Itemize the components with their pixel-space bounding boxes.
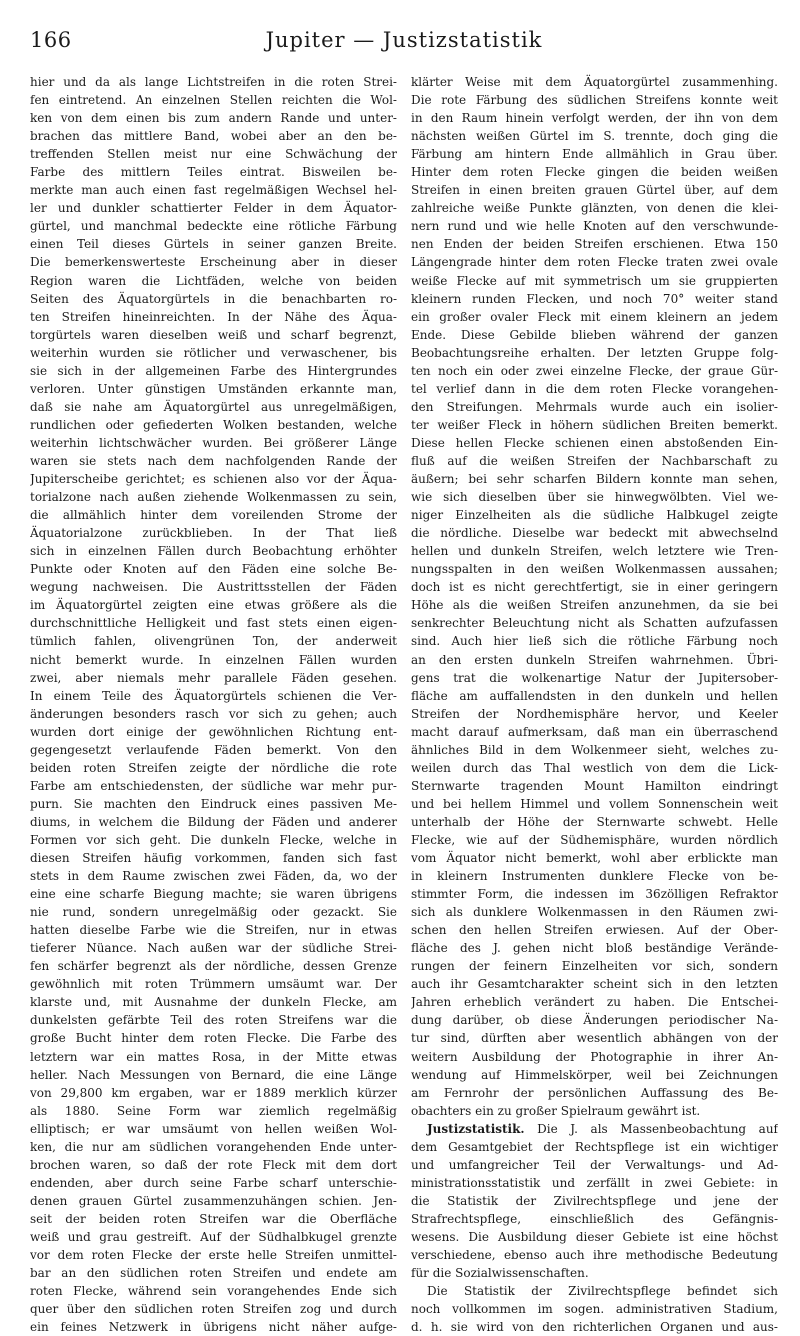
text-line: nen Enden der beiden Streifen erschienen. Etwa 150 xyxy=(411,237,778,252)
text-line: durchschnittliche Helligkeit und fast stets einen eigen- xyxy=(30,616,397,631)
text-line: nern rund und wie helle Knoten auf den verschwunde- xyxy=(411,219,778,234)
text-line: in kleinern Instrumenten dunklere Flecke von be- xyxy=(411,869,778,884)
text-line: nicht bemerkt wurde. In einzelnen Fällen wurden xyxy=(30,652,397,667)
text-line: hatten dieselbe Farbe wie die Streifen, nur in etwas xyxy=(30,923,397,938)
text-line: zahlreiche weiße Punkte glänzten, von denen die klei- xyxy=(411,201,778,216)
text-line: Farbe am entschiedensten, der südliche war mehr pur- xyxy=(30,778,397,793)
text-line: weiß und grau gestreift. Auf der Südhalbkugel grenzte xyxy=(30,1230,397,1244)
text-line: weilen durch das Thal westlich von dem die Lick- xyxy=(411,760,778,775)
text-line: Seiten des Äquatorgürtels in die benachbarten ro- xyxy=(30,291,397,306)
text-line: In einem Teile des Äquatorgürtels schienen die Ver- xyxy=(30,688,397,703)
text-line: tieferer Nüance. Nach außen war der südliche Strei- xyxy=(30,941,397,956)
text-line: macht darauf aufmerksam, daß man ein überraschend xyxy=(411,724,778,739)
text-line: Strafrechtspflege, einschließlich des Gefängnis- xyxy=(411,1211,778,1226)
text-line: äußern; bei sehr scharfen Bildern konnte man sehen, xyxy=(411,472,778,487)
text-line: die allmählich hinter dem voreilenden Strome der xyxy=(30,508,397,523)
text-line: vom Äquator nicht bemerkt, wohl aber erblickte man xyxy=(411,851,778,866)
text-line: schen den hellen Streifen erwiesen. Auf der Ober- xyxy=(411,923,778,938)
text-line: ein feines Netzwerk in übrigens nicht näher aufge- xyxy=(30,1320,397,1335)
text-line: dung darüber, ob diese Änderungen periodischer Na- xyxy=(411,1013,778,1028)
text-line: hier und da als lange Lichtstreifen in die roten Strei- xyxy=(30,75,397,89)
text-line: bar an den südlichen roten Streifen und endete am xyxy=(30,1266,397,1281)
text-line: sich in einzelnen Fällen durch Beobachtung erhöhter xyxy=(30,544,397,559)
text-line: sind. Auch hier ließ sich die rötliche Färbung noch xyxy=(411,634,778,649)
left-column xyxy=(30,73,397,1336)
text-line: Diese hellen Flecke schienen einen abstoßenden Ein- xyxy=(411,435,778,450)
text-line: hellen und dunkeln Streifen, welch letztere wie Tren- xyxy=(411,544,778,559)
text-line: Jupiterscheibe gerichtet; es schienen also vor der Äqua- xyxy=(30,472,397,487)
text-line: niger Einzelheiten als die südliche Halbkugel zeigte xyxy=(411,508,778,523)
text-line: die Statistik der Zivilrechtspflege und jene der xyxy=(411,1193,778,1208)
text-line: rundlichen oder gefiederten Wolken bestanden, welche xyxy=(30,417,397,432)
text-line: änderungen besonders rasch vor sich zu gehen; auch xyxy=(30,706,397,721)
text-line: im Äquatorgürtel zeigten eine etwas größere als die xyxy=(30,598,397,613)
text-line: Flecke, wie auf der Südhemisphäre, wurden nördlich xyxy=(411,832,778,847)
text-line: eine eine scharfe Biegung machte; sie waren übrigens xyxy=(30,887,397,902)
text-line: und umfangreicher Teil der Verwaltungs- und Ad- xyxy=(411,1157,778,1172)
text-line: ler und dunkler schattierter Felder in dem Äquator- xyxy=(30,201,397,216)
text-line: fläche des J. gehen nicht bloß beständige Verände- xyxy=(411,941,778,956)
text-line: klarste und, mit Ausnahme der dunkeln Flecke, am xyxy=(30,995,397,1010)
article-first-line: Die J. als Massenbeobachtung auf xyxy=(524,1121,778,1136)
text-line: stets in dem Raume zwischen zwei Fäden, da, wo der xyxy=(30,869,397,884)
text-line: dem Gesamtgebiet der Rechtspflege ist ein wichtiger xyxy=(411,1139,778,1154)
text-line: Färbung am hintern Ende allmählich in Grau über. xyxy=(411,147,778,162)
text-line: Streifen der Nordhemisphäre hervor, und Keeler xyxy=(411,706,778,721)
text-line: nungsspalten in den weißen Wolkenmassen aussahen; xyxy=(411,562,778,577)
text-line: roten Flecke, während sein vorangehendes Ende sich xyxy=(30,1284,397,1299)
text-line: Höhe als die weißen Streifen anzunehmen, da sie bei xyxy=(411,598,778,613)
text-line: weiterhin wurden sie rötlicher und verwaschener, bis xyxy=(30,345,397,360)
text-line: diums, in welchem die Bildung der Fäden und anderer xyxy=(30,814,397,829)
text-line: klärter Weise mit dem Äquatorgürtel zusammenhing. xyxy=(411,75,778,89)
text-line: daß sie nahe am Äquatorgürtel aus unregelmäßigen, xyxy=(30,399,397,414)
text-line: endenden, aber durch seine Farbe scharf unterschie- xyxy=(30,1175,397,1190)
text-line: auch ihr Gesamtcharakter scheint sich in den letzten xyxy=(411,977,778,992)
text-line: heller. Nach Messungen von Bernard, die eine Länge xyxy=(30,1067,397,1082)
page-number: 166 xyxy=(30,28,72,52)
text-line: Ende. Diese Gebilde blieben während der ganzen xyxy=(411,327,778,342)
text-line: fläche am auffallendsten in den dunkeln und hellen xyxy=(411,688,778,703)
text-line: Sternwarte tragenden Mount Hamilton eindringt xyxy=(411,778,778,793)
running-head: Jupiter — Justizstatistik xyxy=(265,28,543,52)
text-line: wegung nachweisen. Die Austrittsstellen der Fäden xyxy=(30,580,397,595)
text-line: Die Statistik der Zivilrechtspflege befindet sich xyxy=(427,1284,778,1299)
text-line: dunkelsten gefärbte Teil des roten Streifens war die xyxy=(30,1013,397,1028)
text-line: obachters ein zu großer Spielraum gewährt ist. xyxy=(411,1103,701,1118)
text-line: ken, die nur am südlichen vorangehenden Ende unter- xyxy=(30,1139,397,1154)
text-line: weiße Flecke auf mit symmetrisch um sie gruppierten xyxy=(411,273,778,288)
text-line: tümlich fahlen, olivengrünen Ton, der anderweit xyxy=(30,634,397,649)
text-line: rungen der feinern Einzelheiten vor sich, sondern xyxy=(411,959,778,974)
text-line: zwei, aber niemals mehr parallele Fäden gesehen. xyxy=(30,670,397,685)
text-line: gürtel, und manchmal bedeckte eine rötliche Färbung xyxy=(30,219,397,234)
text-line: für die Sozialwissenschaften. xyxy=(411,1266,589,1281)
text-line: sich als dunklere Wolkenmassen in den Räumen zwi- xyxy=(411,905,778,920)
text-line: Die bemerkenswerteste Erscheinung aber in dieser xyxy=(30,255,397,270)
text-line: große Bucht hinter dem roten Flecke. Die Farbe des xyxy=(30,1031,397,1046)
text-line: nie rund, sondern unregelmäßig oder gezackt. Sie xyxy=(30,905,397,920)
text-line: treffenden Stellen meist nur eine Schwächung der xyxy=(30,147,397,162)
text-line: noch vollkommen im sogen. administrativen Stadium, xyxy=(411,1302,778,1317)
text-line: an den ersten dunkeln Streifen wahrnehmen. Übri- xyxy=(411,652,778,667)
text-line: die nördliche. Dieselbe war bedeckt mit abwechselnd xyxy=(411,526,778,541)
text-line: diesen Streifen häufig vorkommen, fanden sich fast xyxy=(30,851,397,866)
text-line: am Fernrohr der persönlichen Auffassung des Be- xyxy=(411,1085,778,1100)
article-heading: Justizstatistik. xyxy=(427,1121,525,1136)
text-line: letztern war ein mattes Rosa, in der Mitte etwas xyxy=(30,1049,397,1064)
text-line: kleinern runden Flecken, und noch 70° weiter stand xyxy=(411,291,778,306)
text-line: Äquatorialzone zurückblieben. In der That ließ xyxy=(30,526,397,541)
text-line: fen schärfer begrenzt als der nördliche, dessen Grenze xyxy=(30,959,397,974)
text-line: torialzone nach außen ziehende Wolkenmassen zu sein, xyxy=(30,490,397,505)
text-line: merkte man auch einen fast regelmäßigen Wechsel hel- xyxy=(30,183,397,198)
text-line: Jahren erheblich verändert zu haben. Die Entschei- xyxy=(411,995,778,1010)
right-column xyxy=(411,73,778,1336)
text-line: und bei hellem Himmel und vollem Sonnenschein weit xyxy=(411,796,778,811)
text-line: weiterhin lichtschwächer wurden. Bei größerer Länge xyxy=(30,435,397,450)
text-line: elliptisch; er war umsäumt von hellen weißen Wol- xyxy=(30,1121,397,1136)
text-line: weitern Ausbildung der Photographie in ihrer An- xyxy=(411,1049,778,1064)
text-line: Hinter dem roten Flecke gingen die beiden weißen xyxy=(411,165,778,180)
text-line: ten noch ein oder zwei einzelne Flecke, der graue Gür- xyxy=(411,363,778,378)
text-line: gens trat die wolkenartige Natur der Jupitersober- xyxy=(411,670,778,685)
text-line: ken von dem einen bis zum andern Rande und unter- xyxy=(30,111,397,126)
text-line: Farbe des mittlern Teiles eintrat. Bisweilen be- xyxy=(30,165,397,180)
text-line: fen eintretend. An einzelnen Stellen reichten die Wol- xyxy=(30,93,397,108)
text-line: ministrationsstatistik und zerfällt in zwei Gebiete: in xyxy=(411,1175,778,1190)
article-heading-line xyxy=(411,1120,778,1138)
text-line: fluß auf die weißen Streifen der Nachbarschaft zu xyxy=(411,453,778,468)
text-line: sie sich in der allgemeinen Farbe des Hintergrundes xyxy=(30,363,397,378)
text-line: unterhalb der Höhe der Sternwarte schwebt. Helle xyxy=(411,814,778,829)
text-line: tel verlief dann in die dem roten Flecke vorangehen- xyxy=(411,381,778,396)
text-line: Längengrade hinter dem roten Flecke traten zwei ovale xyxy=(411,255,778,270)
text-line: von 29,800 km ergaben, war er 1889 merklich kürzer xyxy=(30,1085,397,1100)
text-line: Punkte oder Knoten auf den Fäden eine solche Be- xyxy=(30,562,397,577)
text-line: als 1880. Seine Form war ziemlich regelmäßig xyxy=(30,1103,397,1118)
text-line: gegengesetzt verlaufende Fäden bemerkt. Von den xyxy=(30,742,397,757)
text-line: quer über den südlichen roten Streifen zog und durch xyxy=(30,1302,397,1317)
text-line: d. h. sie wird von den richterlichen Organen und aus- xyxy=(411,1320,778,1335)
text-line: ten Streifen hineinreichten. In der Nähe des Äqua- xyxy=(30,309,397,324)
text-line: vor dem roten Flecke der erste helle Streifen unmittel- xyxy=(30,1248,397,1263)
text-line: brachen das mittlere Band, wobei aber an den be- xyxy=(30,129,397,144)
text-line: ein großer ovaler Fleck mit einem kleinern an jedem xyxy=(411,309,778,324)
text-line: wesens. Die Ausbildung dieser Gebiete ist eine höchst xyxy=(411,1230,778,1244)
text-line: seit der beiden roten Streifen war die Oberfläche xyxy=(30,1211,397,1226)
text-line: Streifen in einen breiten grauen Gürtel über, auf dem xyxy=(411,183,778,198)
text-line: stimmter Form, die indessen im 36zölligen Refraktor xyxy=(411,887,778,902)
text-line: nächsten weißen Gürtel im S. trennte, doch ging die xyxy=(411,129,778,144)
text-line: purn. Sie machten den Eindruck eines passiven Me- xyxy=(30,796,397,811)
text-line: Die rote Färbung des südlichen Streifens konnte weit xyxy=(411,93,778,108)
text-line: in den Raum hinein verfolgt werden, der ihn von dem xyxy=(411,111,778,126)
text-line: den Streifungen. Mehrmals wurde auch ein isolier- xyxy=(411,399,778,414)
text-line: denen grauen Gürtel zusammenzuhängen schien. Jen- xyxy=(30,1193,397,1208)
text-line: wie sich dieselben über sie hinwegwölbten. Viel we- xyxy=(411,490,778,505)
text-line: verloren. Unter günstigen Umständen erkannte man, xyxy=(30,381,397,396)
text-line: ähnliches Bild in dem Wolkenmeer sieht, welches zu- xyxy=(411,742,778,757)
text-line: wurden dort einige der gewöhnlichen Richtung ent- xyxy=(30,724,397,739)
text-line: einen Teil dieses Gürtels in seiner ganzen Breite. xyxy=(30,237,397,252)
text-line: beiden roten Streifen zeigte der nördliche die rote xyxy=(30,760,397,775)
text-line: waren sie stets nach dem nachfolgenden Rande der xyxy=(30,453,397,468)
text-line: tur sind, dürften aber wesentlich abhängen von der xyxy=(411,1031,778,1046)
text-line: verschiedene, ebenso auch ihre methodische Bedeutung xyxy=(411,1248,778,1263)
text-line: Region waren die Lichtfäden, welche von beiden xyxy=(30,273,397,288)
page-header xyxy=(30,28,778,58)
text-line: wendung auf Himmelskörper, weil bei Zeichnungen xyxy=(411,1067,778,1082)
text-line: doch ist es nicht gerechtfertigt, sie in einer geringern xyxy=(411,580,778,595)
text-line: ter weißer Fleck in höhern südlichen Breiten bemerkt. xyxy=(411,417,778,432)
text-line: gewöhnlich mit roten Trümmern umsäumt war. Der xyxy=(30,977,397,992)
text-line: torgürtels waren dieselben weiß und scharf begrenzt, xyxy=(30,327,397,342)
text-line: Beobachtungsreihe erhalten. Der letzten Gruppe folg- xyxy=(411,345,778,360)
text-line: brochen waren, so daß der rote Fleck mit dem dort xyxy=(30,1157,397,1172)
text-line: Formen vor sich geht. Die dunkeln Flecke, welche in xyxy=(30,832,397,847)
text-line: senkrechter Beleuchtung nicht als Schatten aufzufassen xyxy=(411,616,778,631)
